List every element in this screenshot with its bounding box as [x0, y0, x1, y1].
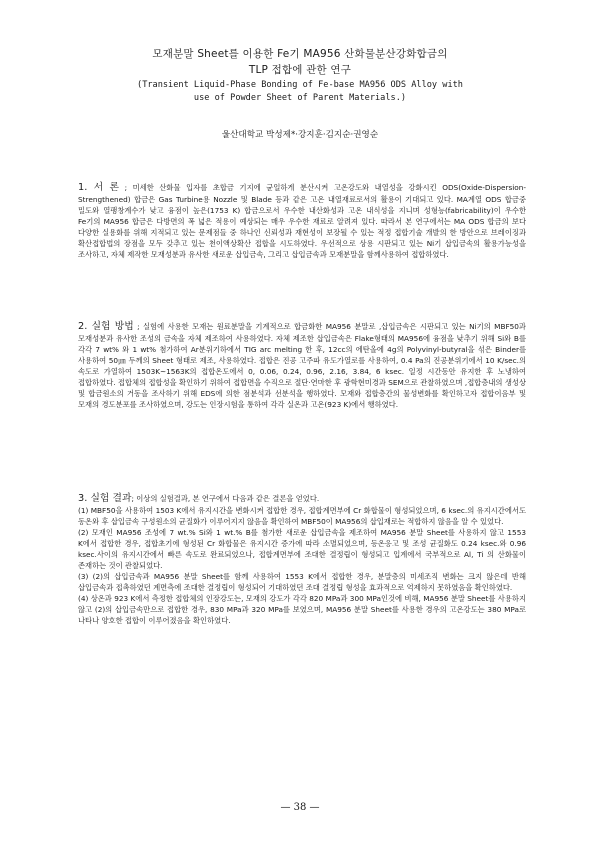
section-introduction [78, 181, 526, 260]
result-item-2: (2) 모재인 MA956 조성에 7 wt.% Si와 1 wt.% B를 첨가한 새로운 삽입금속을 제조하여 MA956 분말 Sheet를 사용하지 않고 1553 K에서 접합한 경우, 접합초기에 형성된 Cr 화합물은 유지시간 증가에 따라 소멸되었으며, 등온응고 및 조성 균질화도 0.24 ksec.와 0.96 ksec.사이의 유지시간에서 빠른 속도로 완료되었으나, 접합계면부에 조대한 결정립이 형성되고 입계에서 국부적으로 Al, Ti 의 산화물이 존재하는 것이 관찰되었다. [78, 528, 526, 570]
authors: 울산대학교 박성제*·강지훈·김지순·권영순 [221, 130, 379, 140]
section-methods [78, 320, 526, 410]
result-item-3: (3) (2)의 삽입금속과 MA956 분말 Sheet를 함께 사용하여 1553 K에서 접합한 경우, 분말층의 미세조직 변화는 크지 않은데 반해 삽입금속과 접촉하였던 계면측에 조대한 결정립이 형성되어 기대하였던 조대 결정립 형성을 효과적으로 억제하지 못하였음을 확인하였다. [78, 572, 526, 592]
title-korean-line2: TLP 접합에 관한 연구 [248, 64, 352, 76]
section-results [78, 492, 526, 626]
title-english-line1: (Transient Liquid-Phase Bonding of Fe-base MA956 ODS Alloy with [137, 80, 463, 90]
result-item-1: (1) MBF50을 사용하여 1503 K에서 유지시간을 변화시켜 접합한 경우, 접합계면부에 Cr 화합물이 형성되었으며, 6 ksec.의 유지시간에서도 동온와 후 삽입금속 구성원소의 균질화가 이루어지지 않음을 확인하여 MBF50이 MA956의 삽입재로는 적합하지 않음을 알 수 있었다. [78, 506, 526, 526]
section3-intro: ; 이상의 실험결과, 본 연구에서 다음과 같은 결론을 얻었다. [131, 494, 320, 503]
title-korean-line1: 모재분말 Sheet를 이용한 Fe기 MA956 산화물분산강화합금의 [152, 48, 448, 60]
section3-heading: 3. 실험 결과 [78, 493, 132, 504]
title-english-line2: use of Powder Sheet of Parent Materials.) [193, 93, 407, 103]
result-item-4: (4) 상온과 923 K에서 측정한 접합체의 인장강도는, 모재의 강도가 각각 820 MPa과 300 MPa인것에 비해, MA956 분말 Sheet를 사용하지 않고 (2)의 삽입금속만으로 접합한 경우, 830 MPa과 320 MPa를 보였으며, MA956 분말 Sheet를 사용한 경우의 고온강도는 380 MPa로 나타나 양호한 접합이 이루어졌음을 확인하였다. [78, 594, 526, 625]
page-number: — 38 — [280, 802, 320, 813]
section1-heading: 1. 서 론 [78, 182, 120, 193]
section1-text: ; 미세한 산화물 입자를 초합금 기지에 균일하게 분산시켜 고온강도와 내열성을 강화시킨 ODS(Oxide-Dispersion-Strengthened) 합금은 Gas Turbine용 Nozzle 및 Blade 등과 같은 고온 내열재료로서의 활용이 기대되고 있다. MA계열 ODS 합금중 밀도와 열팽창계수가 낮고 융점이 높은(1753 K) 합금으로서 우수한 내산화성과 고온 내식성을 지니며 성형능(fabricability)이 우수한 Fe기의 MA956 합금은 다방면의 폭 넓은 적용이 예상되는 매우 우수한 재료로 알려져 있다. 따라서 본 연구에서는 MA ODS 합금의 보다 다양한 실용화를 위해 지적되고 있는 문제점들 중 하나인 신뢰성과 재현성이 보장될 수 있는 적정 접합기술 개발의 한 방안으로 브레이징과 확산접합법의 장점을 모두 갖추고 있는 천이액상확산 접합을 시도하였다. 우선적으로 상용 시판되고 있는 Ni기 삽입금속의 활용가능성을 조사하고, 자체 제작한 모재성분과 유사한 새로운 삽입금속, 그리고 삽입금속과 모재분말을 함께사용하여 접합하였다. [78, 183, 527, 259]
paper-title [60, 46, 540, 104]
section2-text: ; 실험에 사용한 모재는 원료분말을 기계적으로 합금화한 MA956 분말로 ,삽입금속은 시판되고 있는 Ni기의 MBF50과 모재성분과 유사한 조성의 금속을 자체 제조하여 사용하였다. 자체 제조한 삽입금속은 Flake형태의 MA956에 융점을 낮추기 위해 Si와 B를 각각 7 wt% 와 1 wt% 첨가하여 Ar분위기하에서 TIG arc melting 한 후, 12cc의 에탄올에 4g의 Polyvinyl-butyral을 섞은 Binder를 사용하여 50㎛ 두께의 Sheet 형태로 제조, 사용하였다. 접합은 진공 고주파 유도가열로를 사용하여, 0.4 Pa의 진공분위기에서 10 K/sec.의 속도로 가열하여 1503K~1563K의 접합온도에서 0, 0.06, 0.24, 0.96, 2.16, 3.84, 6 ksec. 일정 시간동안 유지한 후 노냉하여 접합하였다. 접합체의 접합성을 확인하기 위하여 접합면을 수직으로 절단·연마한 후 광학현미경과 SEM으로 관찰하였으며 ,접합층내의 생성상 및 합금원소의 거동을 조사하기 위해 EDS에 의한 점분석과 선분석을 행하였다. 모재와 접합층간의 물성변화를 확인하고자 접합이음부 및 모재의 경도분포를 조사하였으며, 강도는 인장시험을 통하여 각각 실온과 고온(923 K)에서 행하였다. [78, 322, 526, 409]
section2-heading: 2. 실험 방법 [78, 321, 134, 332]
